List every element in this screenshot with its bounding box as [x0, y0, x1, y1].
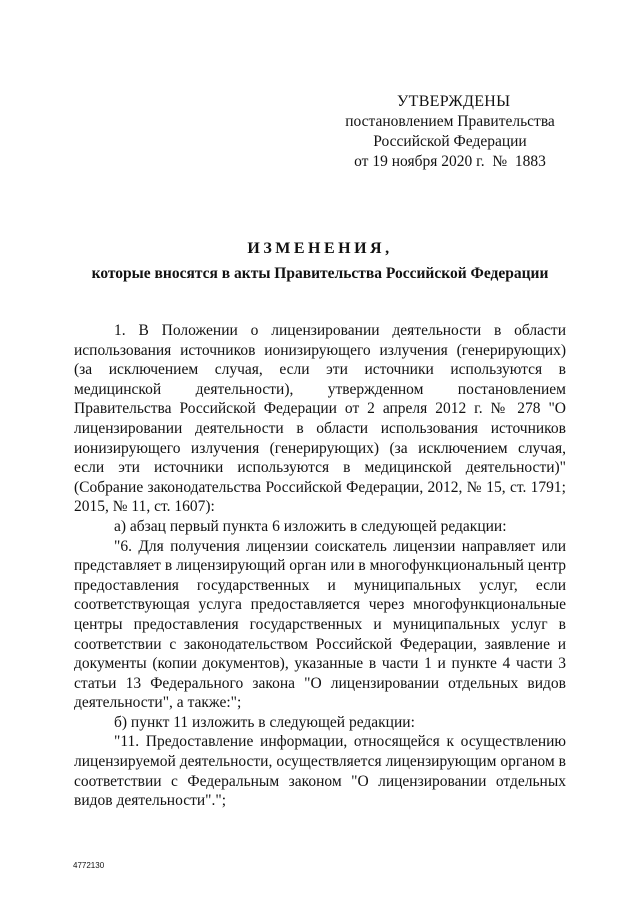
paragraph-4: б) пункт 11 изложить в следующей редакции:: [114, 713, 415, 731]
document-code: 4772130: [73, 861, 105, 870]
document-subtitle: которые вносятся в акты Правительства Российской Федерации: [91, 265, 549, 282]
paragraph-5: "11. Предоставление информации, относящейся к осуществлению лицензируемой деятельности, осуществляется лицензирующим органом в соответствии с Федеральным законом "О лицензировании отдельных видов деятельности".";: [74, 733, 566, 810]
approval-block: [345, 92, 555, 172]
approval-line-3: от 19 ноября 2020 г. № 1883: [354, 153, 546, 170]
paragraph-3: "6. Для получения лицензии соискатель лицензии направляет или представляет в лицензирующий орган или в многофункциональный центр предоставления государственных и муниципальных услуг, если соответствующая услуга предоставляется через многофункциональные центры предоставления государственных и муниципальных услуг в соответствии с законодательством Российской Федерации, заявление и документы (копии документов), указанные в части 1 и пункте 4 части 3 статьи 13 Федерального закона "О лицензировании отдельных видов деятельности", а также:";: [74, 537, 566, 712]
paragraph-1: 1. В Положении о лицензировании деятельности в области использования источников ионизирующего излучения (генерирующих) (за исключением случая, если эти источники используются в медицинской деятельности), утвержденном постановлением Правительства Российской Федерации от 2 апреля 2012 г. № 278 "О лицензировании деятельности в области использования источников ионизирующего излучения (генерирующих) (за исключением случая, если эти источники используются в медицинской деятельности)" (Собрание законодательства Российской Федерации, 2012, № 15, ст. 1791; 2015, № 11, ст. 1607):: [74, 322, 566, 516]
approval-line-1: постановлением Правительства: [345, 113, 555, 130]
document-title: ИЗМЕНЕНИЯ,: [247, 240, 393, 257]
approval-line-2: Российской Федерации: [373, 133, 527, 150]
approval-stamp: УТВЕРЖДЕНЫ: [397, 93, 511, 110]
paragraph-2: а) абзац первый пункта 6 изложить в следующей редакции:: [114, 517, 507, 535]
document-body: [74, 321, 566, 811]
